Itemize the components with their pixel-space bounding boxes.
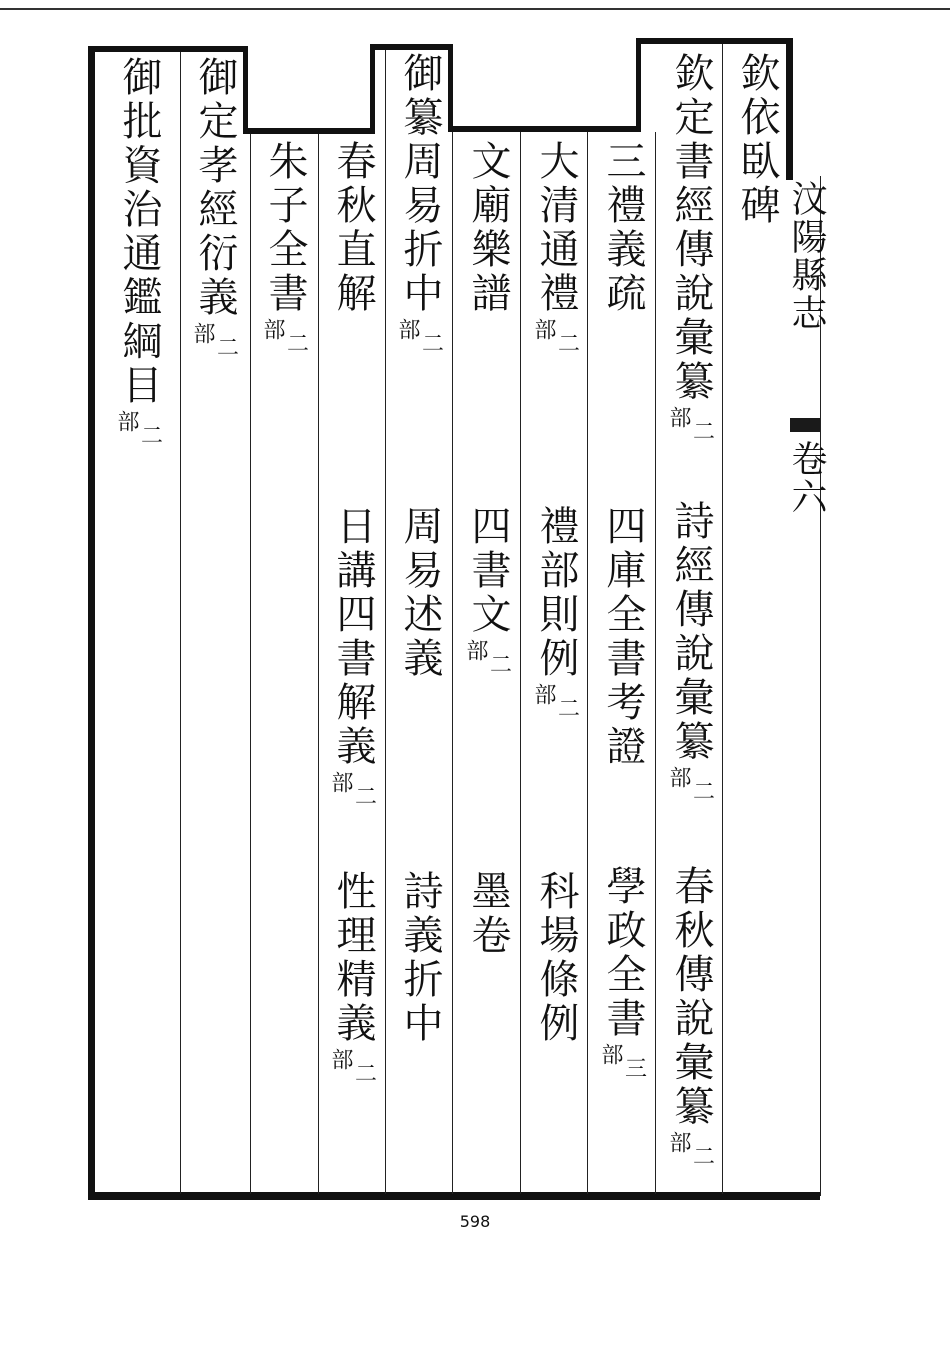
entry-title: 御纂周易折中 bbox=[397, 52, 443, 316]
entry-unit: 部 bbox=[597, 1043, 623, 1065]
entry-unit: 部 bbox=[113, 410, 139, 432]
frame-top-2 bbox=[243, 128, 375, 134]
entry-title: 詩義折中 bbox=[397, 870, 443, 1046]
entry-title: 春秋直解 bbox=[330, 140, 376, 316]
side-label-volume: 卷六 bbox=[786, 440, 827, 516]
entry-title: 禮部則例 bbox=[533, 505, 579, 681]
entry-title: 朱子全書 bbox=[262, 140, 308, 316]
entry-count: 二 bbox=[354, 785, 377, 810]
entry-title: 欽定書經傳說彙纂 bbox=[668, 52, 714, 404]
entry bbox=[656, 865, 726, 1169]
entry-title: 御定孝經衍義 bbox=[192, 56, 238, 320]
entry-count: 二 bbox=[216, 336, 239, 361]
entry-count: 二 bbox=[421, 332, 444, 357]
entry-count: 二 bbox=[557, 697, 580, 722]
frame-top-3 bbox=[370, 44, 452, 50]
entry-unit: 部 bbox=[665, 406, 691, 428]
entry bbox=[588, 865, 658, 1081]
frame-top-4 bbox=[448, 126, 640, 132]
frame-step-4 bbox=[636, 40, 641, 132]
entry-unit: 部 bbox=[462, 639, 488, 661]
entry-title: 春秋傳說彙纂 bbox=[668, 865, 714, 1129]
entry bbox=[521, 505, 591, 721]
entry-unit: 部 bbox=[665, 766, 691, 788]
entry bbox=[104, 56, 174, 448]
entry bbox=[453, 870, 523, 958]
entry-count: 二 bbox=[557, 332, 580, 357]
frame-top-5 bbox=[636, 38, 793, 44]
entry bbox=[453, 140, 523, 316]
entry-title: 墨卷 bbox=[465, 870, 511, 958]
entry bbox=[588, 140, 658, 316]
entry bbox=[318, 140, 388, 316]
entry-unit: 部 bbox=[530, 683, 556, 705]
entry-count: 二 bbox=[140, 424, 163, 449]
entry-unit: 部 bbox=[259, 318, 285, 340]
entry bbox=[521, 870, 591, 1046]
entry-title: 性理精義 bbox=[330, 870, 376, 1046]
entry-unit: 部 bbox=[665, 1131, 691, 1153]
entry bbox=[318, 870, 388, 1086]
entry-title: 周易述義 bbox=[397, 505, 443, 681]
frame-bottom bbox=[88, 1192, 820, 1200]
frame-top-1 bbox=[88, 46, 248, 52]
entry bbox=[453, 505, 523, 677]
entry bbox=[521, 140, 591, 356]
entry-count: 二 bbox=[692, 1145, 715, 1170]
entry-title: 四庫全書考證 bbox=[600, 505, 646, 769]
frame-step-2 bbox=[370, 44, 375, 134]
entry-title: 御批資治通鑑綱目 bbox=[116, 56, 162, 408]
entry-title: 日講四書解義 bbox=[330, 505, 376, 769]
entry bbox=[385, 505, 455, 681]
entry-title: 詩經傳說彙纂 bbox=[668, 500, 714, 764]
entry-title: 科場條例 bbox=[533, 870, 579, 1046]
entry-title: 四書文 bbox=[465, 505, 511, 637]
entry-title: 學政全書 bbox=[600, 865, 646, 1041]
entry-count: 二 bbox=[692, 420, 715, 445]
entry-count: 二 bbox=[489, 653, 512, 678]
side-label-title: 汶陽縣志 bbox=[786, 180, 827, 332]
entry bbox=[385, 52, 455, 356]
entry bbox=[588, 505, 658, 769]
entry-count: 二 bbox=[354, 1062, 377, 1087]
entry-unit: 部 bbox=[189, 322, 215, 344]
entry-unit: 部 bbox=[394, 318, 420, 340]
entry bbox=[250, 140, 320, 356]
side-black-mark bbox=[790, 418, 820, 432]
entry bbox=[180, 56, 250, 360]
entry bbox=[656, 52, 726, 444]
entry bbox=[385, 870, 455, 1046]
entry-unit: 部 bbox=[530, 318, 556, 340]
entry bbox=[656, 500, 726, 804]
entry-count: 三 bbox=[624, 1057, 647, 1082]
entry-count: 二 bbox=[286, 332, 309, 357]
frame-left bbox=[88, 48, 95, 1200]
entry-unit: 部 bbox=[327, 771, 353, 793]
entry-title: 大清通禮 bbox=[533, 140, 579, 316]
page-number: 598 bbox=[459, 1212, 491, 1231]
entry-count: 二 bbox=[692, 780, 715, 805]
entry-title: 文廟樂譜 bbox=[465, 140, 511, 316]
header-title: 欽依臥碑 bbox=[734, 52, 780, 228]
entry-title: 三禮義疏 bbox=[600, 140, 646, 316]
entry bbox=[318, 505, 388, 809]
entry-unit: 部 bbox=[327, 1048, 353, 1070]
